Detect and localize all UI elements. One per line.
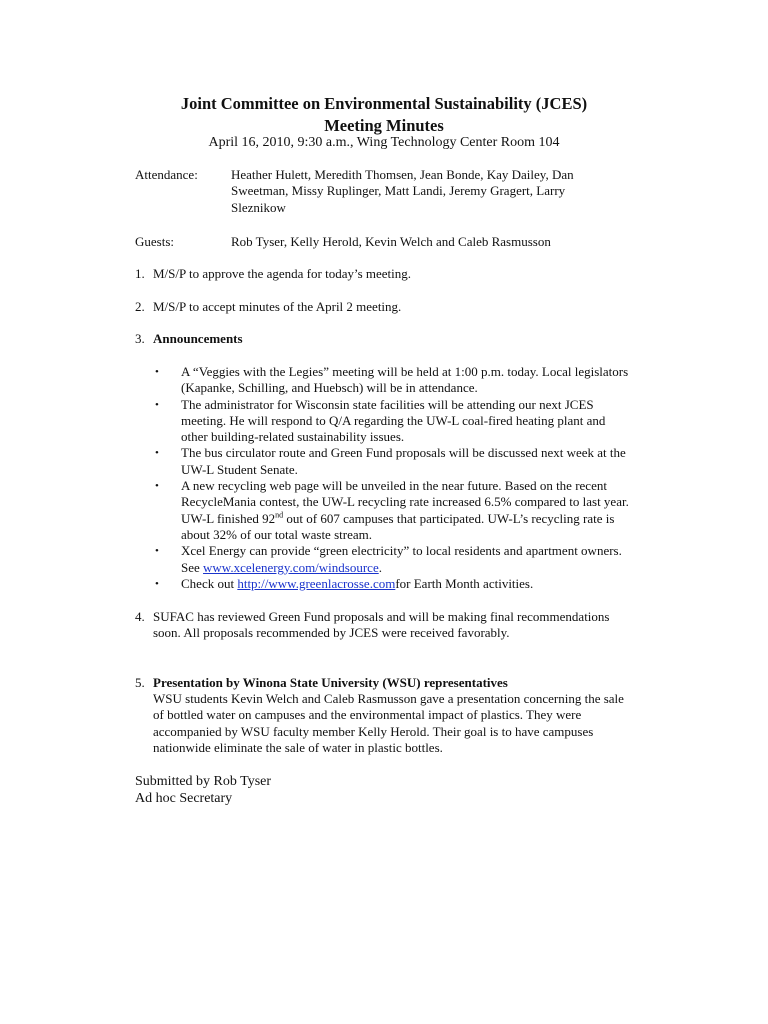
announcement-text-after: . bbox=[378, 559, 382, 575]
announcement-item bbox=[155, 576, 635, 592]
announcement-item bbox=[155, 397, 635, 446]
xcelenergy-link[interactable]: www.xcelenergy.com/windsource bbox=[203, 559, 379, 575]
title-line-1: Joint Committee on Environmental Sustainability (JCES) bbox=[180, 94, 588, 113]
bullet-icon: • bbox=[155, 577, 159, 590]
bullet-icon: • bbox=[155, 398, 159, 411]
announcement-text-before: Xcel Energy can provide “green electricity” to local residents and apartment owners. See bbox=[181, 543, 622, 575]
presentation-heading: Presentation by Winona State University (WSU) representatives bbox=[153, 675, 508, 690]
announcement-text: A “Veggies with the Legies” meeting will be held at 1:00 p.m. today. Local legislators (Kapanke, Schilling, and Huebsch) will be in attendance. bbox=[181, 364, 629, 396]
ordinal-suffix: nd bbox=[275, 510, 284, 520]
announcement-text-after: out of 607 campuses that participated. UW-L’s recycling rate is about 32% of our total waste stream. bbox=[181, 510, 615, 542]
announcement-text-after: for Earth Month activities. bbox=[395, 575, 534, 591]
announcement-text: The administrator for Wisconsin state facilities will be attending our next JCES meeting. He will respond to Q/A regarding the UW-L coal-fired heating plant and other building-related sustainability issues. bbox=[181, 396, 606, 445]
item-number: 5. bbox=[135, 675, 145, 690]
submitted-by bbox=[135, 773, 271, 807]
announcements-list bbox=[155, 364, 635, 592]
bullet-icon: • bbox=[155, 545, 159, 558]
attendance-label: Attendance: bbox=[135, 167, 198, 182]
greenlacrosse-link[interactable]: http://www.greenlacrosse.com bbox=[237, 575, 396, 591]
document-title bbox=[0, 93, 768, 137]
item-text: M/S/P to accept minutes of the April 2 meeting. bbox=[153, 299, 402, 314]
announcement-text-before: A new recycling web page will be unveiled in the near future. Based on the recent RecycleMania contest, the UW-L recycling rate increased 6.5% compared to last year. UW-L finished 92 bbox=[181, 478, 629, 526]
announcements-heading: Announcements bbox=[153, 331, 243, 346]
bullet-icon: • bbox=[155, 480, 159, 493]
item-text: SUFAC has reviewed Green Fund proposals and will be making final recommendations soon. All proposals recommended by JCES were received favorably. bbox=[153, 609, 610, 641]
item-number: 4. bbox=[135, 609, 145, 624]
guests-names: Rob Tyser, Kelly Herold, Kevin Welch and Caleb Rasmusson bbox=[231, 234, 551, 249]
announcement-text: The bus circulator route and Green Fund proposals will be discussed next week at the UW-L Student Senate. bbox=[181, 445, 626, 477]
item-number: 2. bbox=[135, 299, 145, 314]
presentation-text: WSU students Kevin Welch and Caleb Rasmusson gave a presentation concerning the sale of bottled water on campuses and the environmental impact of plastics. They were accompanied by WSU faculty member Kelly Herold. Their goal is to have campuses nationwide eliminate the sale of water in plastic bottles. bbox=[153, 691, 624, 755]
guests-label: Guests: bbox=[135, 234, 174, 249]
submitter-name: Submitted by Rob Tyser bbox=[135, 774, 272, 789]
bullet-icon: • bbox=[155, 447, 159, 460]
item-number: 3. bbox=[135, 331, 145, 346]
meeting-date-location: April 16, 2010, 9:30 a.m., Wing Technology Center Room 104 bbox=[208, 135, 560, 150]
announcement-item bbox=[155, 364, 635, 397]
announcement-item bbox=[155, 543, 635, 576]
announcement-item bbox=[155, 445, 635, 478]
item-number: 1. bbox=[135, 266, 145, 281]
bullet-icon: • bbox=[155, 366, 159, 378]
announcement-text-before: Check out bbox=[181, 575, 238, 591]
item-text: M/S/P to approve the agenda for today’s meeting. bbox=[153, 266, 412, 281]
submitter-role: Ad hoc Secretary bbox=[135, 791, 233, 806]
announcement-item bbox=[155, 478, 635, 543]
title-line-2: Meeting Minutes bbox=[324, 116, 444, 135]
attendance-names: Heather Hulett, Meredith Thomsen, Jean Bonde, Kay Dailey, Dan Sweetman, Missy Ruplinger, Matt Landi, Jeremy Gragert, Larry Sleznikow bbox=[231, 167, 574, 215]
